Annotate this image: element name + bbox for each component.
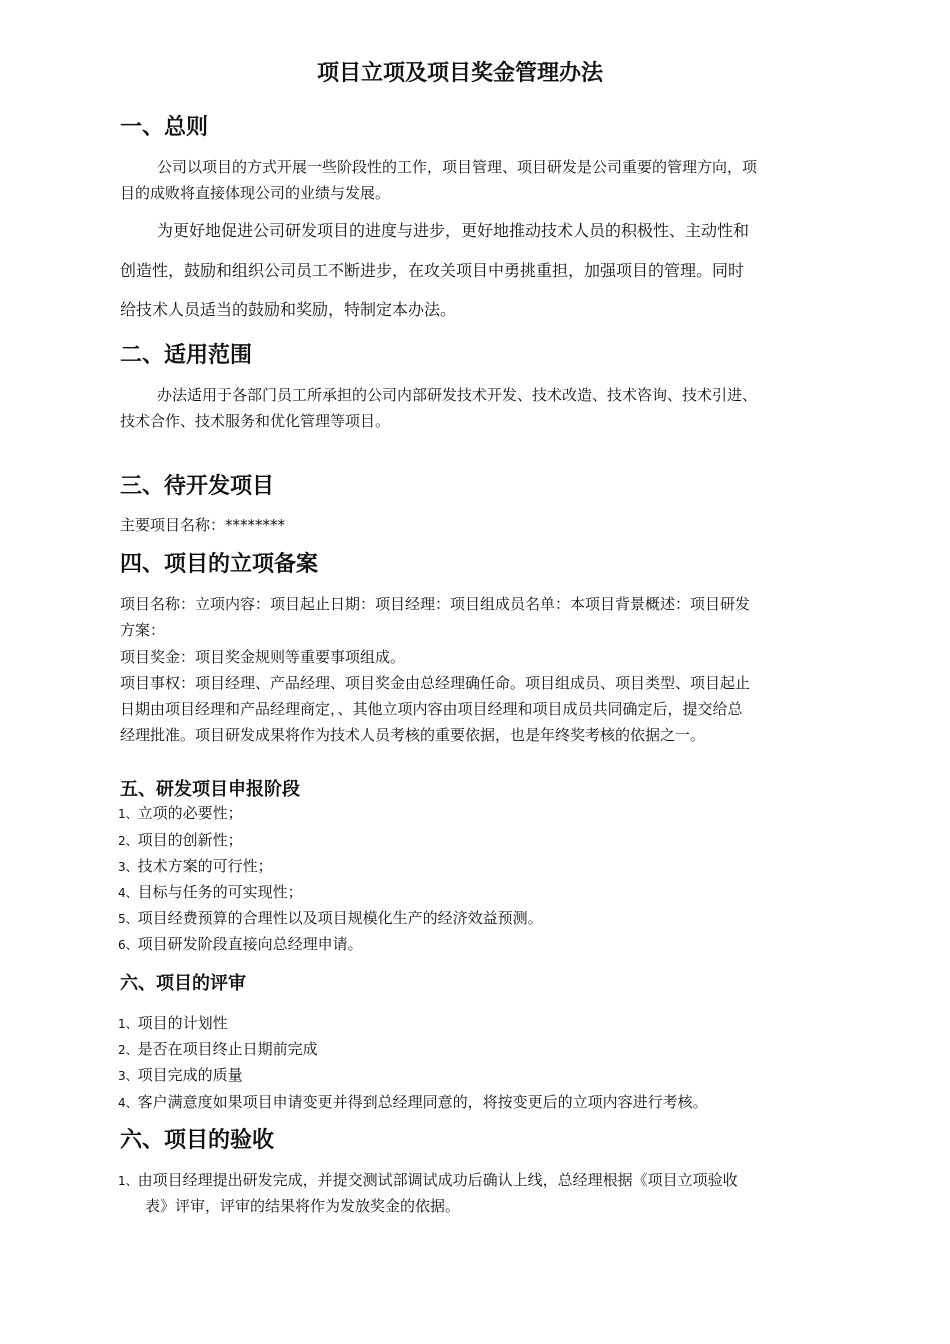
section-heading-scope: 二、适用范围 (120, 342, 253, 368)
list-item: 5、项目经费预算的合理性以及项目规模化生产的经济效益预测。 (118, 909, 543, 927)
document-title: 项目立项及项目奖金管理办法 (316, 60, 603, 86)
paragraph-line: 为更好地促进公司研发项目的进度与进步，更好地推动技术人员的积极性、主动性和 (157, 221, 750, 240)
paragraph-line: 办法适用于各部门员工所承担的公司内部研发技术开发、技术改造、技术咨询、技术引进、 (157, 386, 758, 404)
paragraph-line: 日期由项目经理和产品经理商定，、其他立项内容由项目经理和项目成员共同确定后，提交给总 (120, 700, 743, 718)
list-item: 1、由项目经理提出研发完成，并提交测试部调试成功后确认上线，总经理根据《项目立项验收 (118, 1171, 738, 1189)
list-item: 3、项目完成的质量 (118, 1066, 243, 1084)
list-item: 2、项目的创新性； (118, 831, 243, 849)
paragraph-line: 目的成败将直接体现公司的业绩与发展。 (120, 184, 391, 202)
list-item: 2、是否在项目终止日期前完成 (118, 1040, 318, 1058)
list-item: 6、项目研发阶段直接向总经理申请。 (118, 935, 363, 953)
paragraph-line: 项目事权：项目经理、产品经理、项目奖金由总经理确任命。项目组成员、项目类型、项目起止 (120, 674, 751, 692)
list-item: 4、目标与任务的可实现性； (118, 883, 303, 901)
paragraph-line: 给技术人员适当的鼓励和奖励，特制定本办法。 (120, 300, 457, 319)
list-item-continuation: 表》评审，评审的结果将作为发放奖金的依据。 (145, 1197, 461, 1215)
paragraph-line: 公司以项目的方式开展一些阶段性的工作，项目管理、项目研发是公司重要的管理方向，项 (157, 158, 758, 176)
paragraph-line: 创造性，鼓励和组织公司员工不断进步，在攻关项目中勇挑重担，加强项目的管理。同时 (120, 261, 745, 280)
section-heading-pending-projects: 三、待开发项目 (120, 474, 275, 499)
paragraph-line: 技术合作、技术服务和优化管理等项目。 (120, 412, 391, 430)
paragraph-line: 方案： (120, 621, 166, 639)
list-item: 1、项目的计划性 (118, 1014, 228, 1032)
section-heading-application-stage: 五、研发项目申报阶段 (120, 779, 300, 800)
paragraph-line: 项目名称：立项内容：项目起止日期：项目经理：项目组成员名单：本项目背景概述：项目研发 (120, 595, 751, 613)
paragraph-line: 项目奖金：项目奖金规则等重要事项组成。 (120, 648, 406, 666)
section-heading-review: 六、项目的评审 (120, 973, 246, 994)
list-item: 4、客户满意度如果项目申请变更并得到总经理同意的，将按变更后的立项内容进行考核。 (118, 1093, 708, 1111)
section-heading-general: 一、总则 (120, 115, 209, 140)
section-heading-acceptance: 六、项目的验收 (120, 1128, 275, 1153)
main-project-name: 主要项目名称：******** (120, 516, 286, 534)
section-heading-project-filing: 四、项目的立项备案 (120, 552, 319, 577)
paragraph-line: 经理批准。项目研发成果将作为技术人员考核的重要依据，也是年终奖考核的依据之一。 (120, 726, 706, 744)
list-item: 3、技术方案的可行性； (118, 857, 273, 875)
list-item: 1、立项的必要性； (118, 804, 243, 822)
